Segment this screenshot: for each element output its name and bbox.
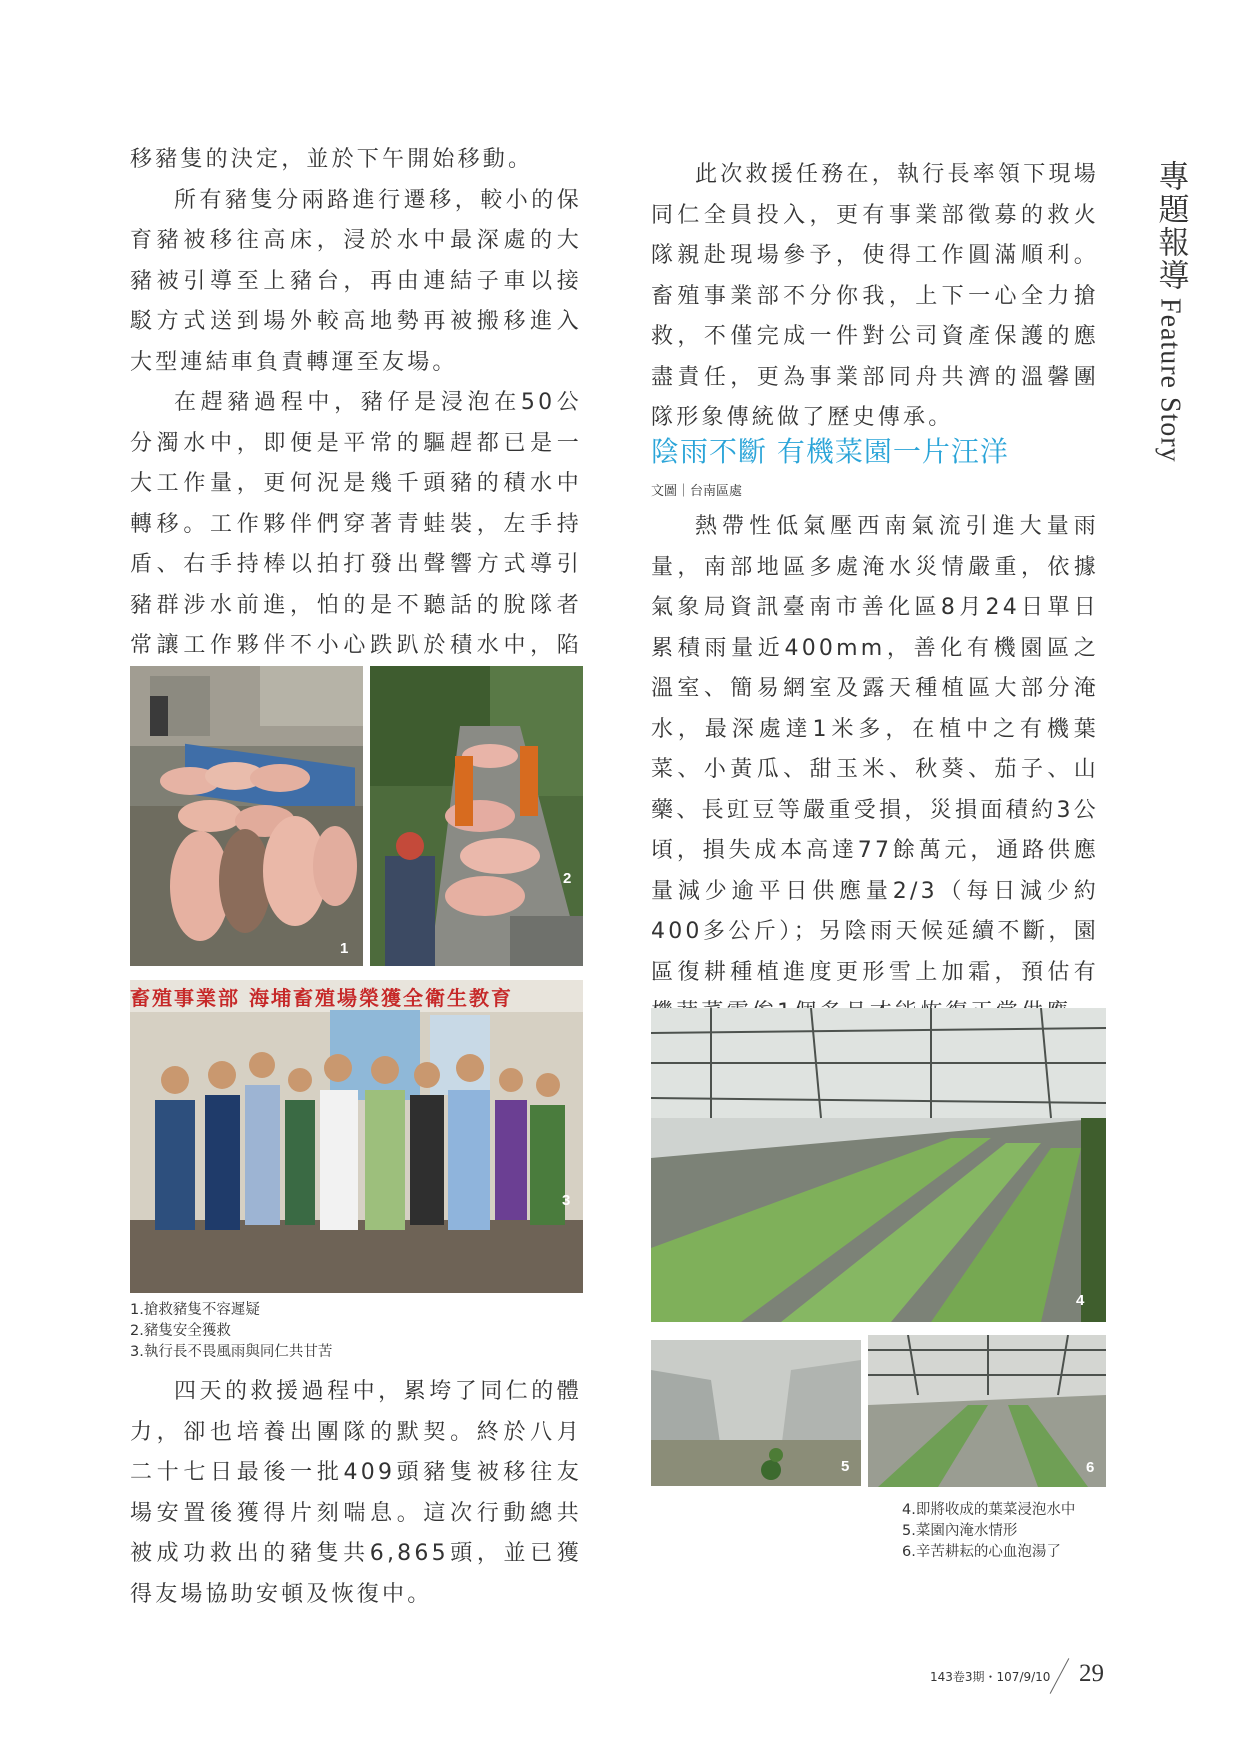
left-photo-captions [130,1300,332,1363]
photo-number-1: 1 [340,940,349,957]
photo-flooded-greenhouse [651,1008,1106,1322]
caption-2: 2.豬隻安全獲救 [130,1323,231,1339]
photo-number-4: 4 [1076,1292,1085,1309]
right-body-paragraph: 熱帶性低氣壓西南氣流引進大量雨量，南部地區多處淹水災情嚴重，依據氣象局資訊臺南市善化區8月24日單日累積雨量近400mm，善化有機園區之溫室、簡易網室及露天種植區大部分淹水，最深處達1米多，在植中之有機葉菜、小黃瓜、甜玉米、秋葵、茄子、山藥、長豇豆等嚴重受損，災損面積約3公頃，損失成本高達77餘萬元，通路供應量減少逾平日供應量2/3（每日減少約400多公斤）；另陰雨天候延續不斷，園區復耕種植進度更形雪上加霜，預估有 [651,514,1099,985]
caption-4: 4.即將收成的葉菜浸泡水中 [902,1502,1076,1518]
photo-pigs-in-water [130,666,363,966]
right-intro-paragraph: 此次救援任務在，執行長率領下現場同仁全員投入，更有事業部徵募的救火隊親赴現場參予，使得工作圓滿順利。畜殖事業部不分你我，上下一心全力搶救，不僅完成一件對公司資產保護的應盡責任，更為事業部同舟共濟的溫馨團隊形象傳統做了歷史傳承。 [651,162,1099,430]
photo-number-6: 6 [1086,1459,1095,1476]
left-paragraph-1: 移豬隻的決定，並於下午開始移動。 [130,147,534,172]
caption-6: 6.辛苦耕耘的心血泡湯了 [902,1544,1061,1560]
left-closing-paragraph: 四天的救援過程中，累垮了同仁的體力，卻也培養出團隊的默契。終於八月二十七日最後一批409頭豬隻被移往友場安置後獲得片刻喘息。這次行動總共被成功救出的豬隻共6,865頭，並已獲得友場協助安頓及恢復中。 [130,1379,582,1607]
footer-divider [1050,1658,1070,1694]
page-number: 29 [1079,1660,1104,1687]
section-heading: 陰雨不斷 有機菜園一片汪洋 [651,435,1009,468]
right-intro [651,155,1099,439]
right-body [651,507,1099,1034]
banner-text: 畜殖事業部 海埔畜殖場榮獲全衛生教育 [130,986,513,1010]
side-section-title [1150,160,1190,463]
photo-number-3: 3 [562,1192,571,1209]
side-title-en: Feature Story [1154,298,1186,463]
photo-garden-flooding [651,1340,861,1486]
photo-crops-ruined [868,1335,1106,1487]
caption-1: 1.搶救豬隻不容遲疑 [130,1302,260,1318]
side-title-zh: 專題報導 [1152,160,1189,292]
footer-issue: 143卷3期・107/9/10 [930,1670,1051,1684]
left-paragraph-3: 在趕豬過程中，豬仔是浸泡在50公分濁水中，即便是平常的驅趕都已是一大工作量，更何況是幾千頭豬的積水中轉移。工作夥伴們穿著青蛙裝，左手持盾、右手持棒以拍打發出聲響方式導引豬群涉水前進，怕的是不聽話的脫隊者常讓工作夥伴不小心跌趴於積水中，陷 [130,390,582,658]
photo-number-5: 5 [841,1458,850,1475]
left-paragraph-2: 所有豬隻分兩路進行遷移，較小的保育豬被移往高床，浸於水中最深處的大豬被引導至上豬台，再由連結子車以接駁方式送到場外較高地勢再被搬移進入大型連結車負責轉運至友場。 [130,187,582,375]
photo-pigs-rescued [370,666,583,966]
caption-5: 5.菜園內淹水情形 [902,1523,1018,1539]
photo-team-group [130,980,583,1293]
caption-3: 3.執行長不畏風雨與同仁共甘苦 [130,1344,333,1360]
right-photo-captions [902,1500,1075,1563]
left-closing [130,1372,582,1615]
left-column [130,140,582,707]
photo-number-2: 2 [563,870,572,887]
section-byline: 文圖｜台南區處 [651,484,743,499]
